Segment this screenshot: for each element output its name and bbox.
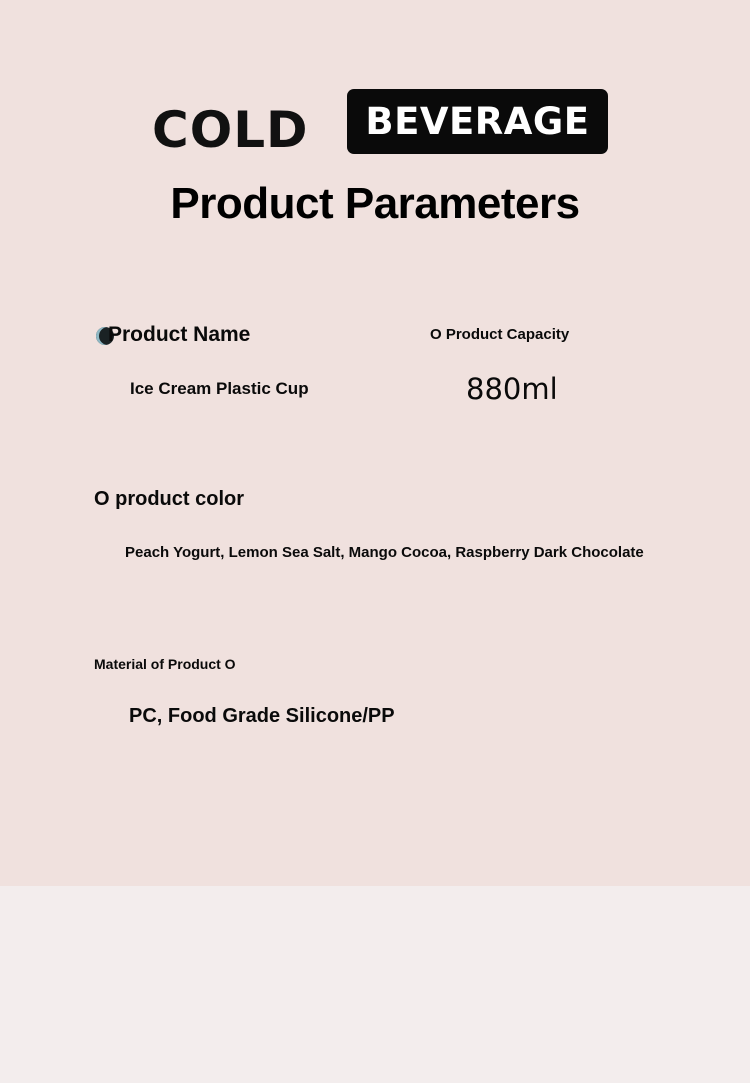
product-material-label: Material of Product O [94, 656, 236, 672]
product-capacity-label: O Product Capacity [430, 326, 570, 343]
product-color-value: Peach Yogurt, Lemon Sea Salt, Mango Cocoa, Raspberry Dark Chocolate [125, 544, 644, 561]
beverage-badge [347, 89, 608, 154]
product-name-label: Product Name [108, 323, 251, 346]
product-color-label: O product color [94, 488, 244, 510]
page-footer-area [0, 886, 750, 1083]
beverage-label: BEVERAGE [365, 100, 590, 143]
product-name-value: Ice Cream Plastic Cup [130, 379, 309, 398]
product-material-value: PC, Food Grade Silicone/PP [129, 705, 395, 727]
product-capacity-value: 880ml [466, 372, 558, 406]
page-title: Product Parameters [170, 179, 580, 228]
cold-heading: COLD [152, 101, 309, 159]
